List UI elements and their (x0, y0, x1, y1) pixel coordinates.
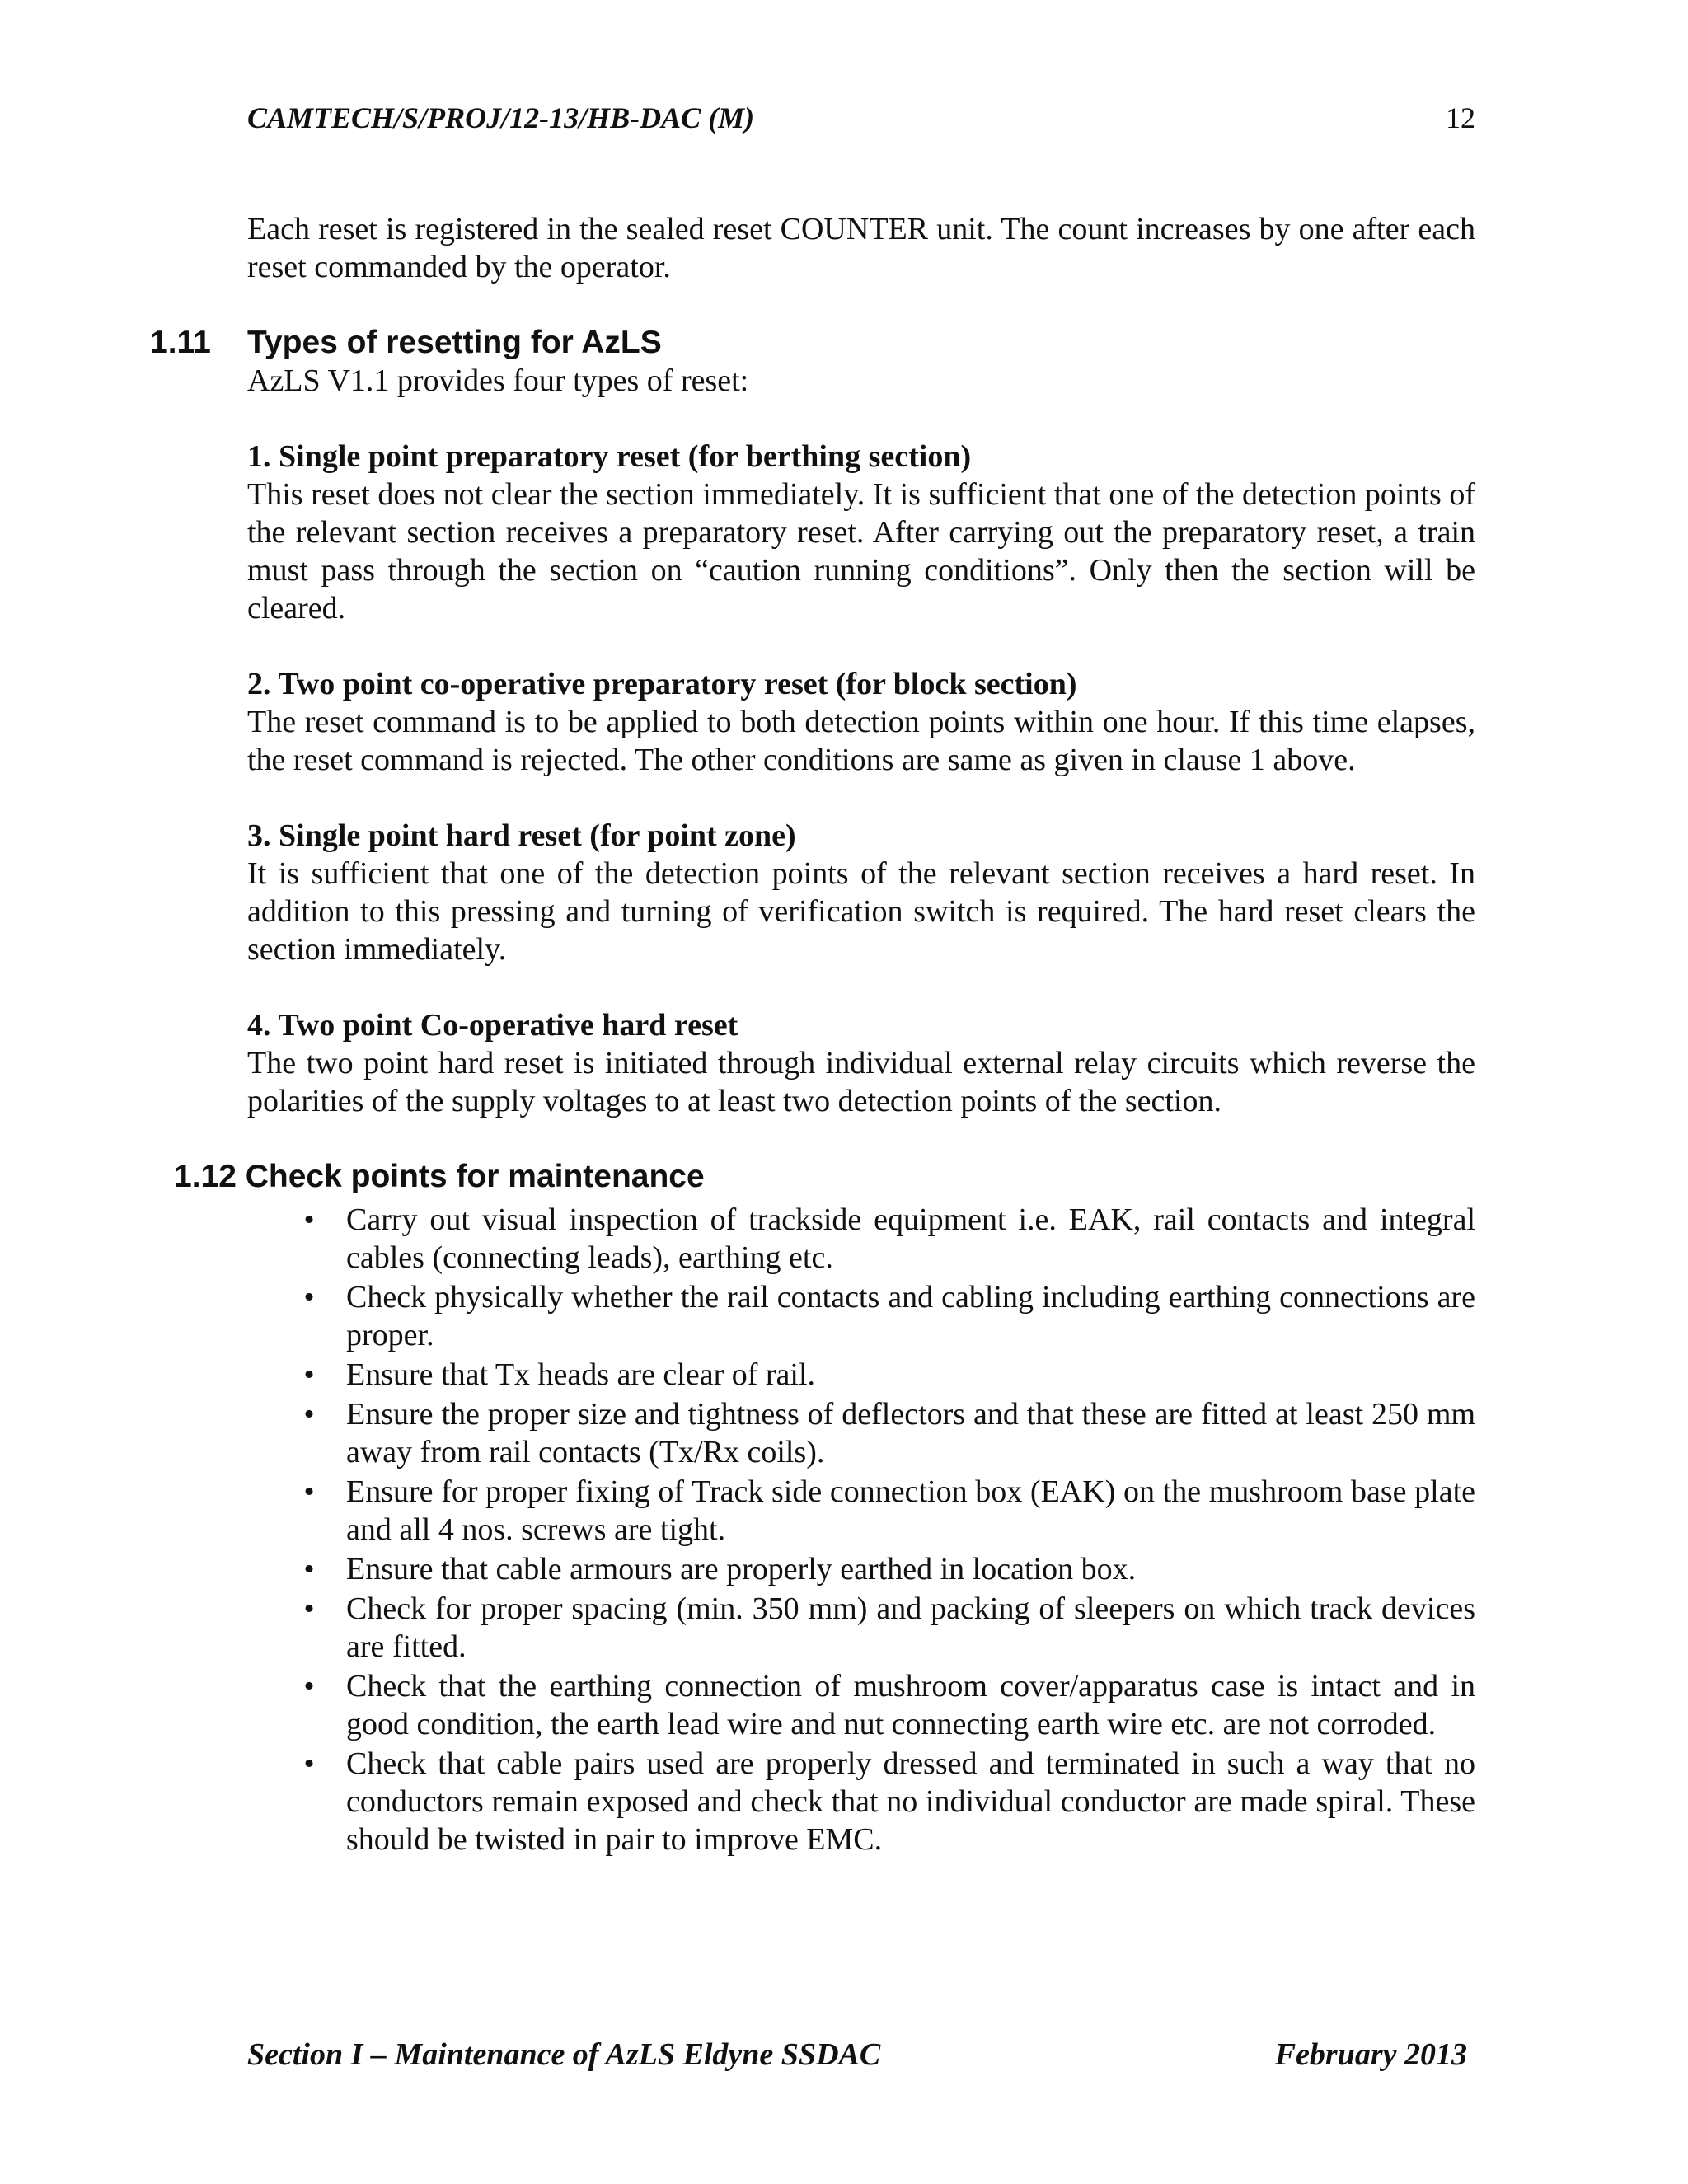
footer-date: February 2013 (1274, 2037, 1467, 2072)
bullet-icon: • (303, 1552, 315, 1586)
list-item (303, 1201, 1475, 1277)
list-item (303, 1395, 1475, 1471)
bullet-icon: • (303, 1746, 315, 1781)
list-item (303, 1473, 1475, 1549)
list-item-text: Check for proper spacing (min. 350 mm) and packing of sleepers on which track devices are fitted. (346, 1591, 1475, 1664)
bullet-icon: • (303, 1280, 315, 1315)
section-1-11-number: 1.11 (150, 325, 211, 360)
list-item (303, 1590, 1475, 1666)
document-code: CAMTECH/S/PROJ/12-13/HB-DAC (M) (247, 101, 755, 134)
list-item-text: Check that cable pairs used are properly dressed and terminated in such a way that no conductors remain exposed and check that no individual conductor are made spiral. These should be twisted in pair to improve EMC. (346, 1746, 1475, 1857)
list-item-text: Ensure the proper size and tightness of deflectors and that these are fitted at least 250 mm away from rail contacts (Tx/Rx coils). (346, 1397, 1475, 1469)
bullet-icon: • (303, 1357, 315, 1392)
list-item-text: Check physically whether the rail contacts and cabling including earthing connections are proper. (346, 1280, 1475, 1352)
list-item (303, 1550, 1475, 1588)
page-header (247, 97, 1475, 138)
list-item-text: Check that the earthing connection of mushroom cover/apparatus case is intact and in good condition, the earth lead wire and nut connecting earth wire etc. are not corroded. (346, 1669, 1475, 1741)
reset-type-2-heading: 2. Two point co-operative preparatory reset (for block section) (247, 667, 1077, 701)
section-1-11-heading (150, 324, 1475, 362)
list-item-text: Ensure that Tx heads are clear of rail. (346, 1357, 816, 1392)
bullet-icon: • (303, 1202, 315, 1237)
section-1-12-heading: 1.12 Check points for maintenance (174, 1159, 705, 1194)
list-item-text: Ensure for proper fixing of Track side connection box (EAK) on the mushroom base plate and all 4 nos. screws are tight. (346, 1474, 1475, 1547)
reset-type-3-heading: 3. Single point hard reset (for point zone) (247, 818, 796, 853)
reset-type-2-body: The reset command is to be applied to both detection points within one hour. If this time elapses, the reset command is rejected. The other conditions are same as given in clause 1 above. (247, 705, 1475, 777)
intro-paragraph: Each reset is registered in the sealed reset COUNTER unit. The count increases by one after each reset commanded by the operator. (247, 212, 1475, 284)
list-item-text: Ensure that cable armours are properly earthed in location box. (346, 1552, 1137, 1586)
list-item (303, 1278, 1475, 1354)
page-number: 12 (1446, 101, 1475, 134)
page-content (150, 210, 1475, 1860)
reset-type-4-heading: 4. Two point Co-operative hard reset (247, 1008, 738, 1043)
list-item (303, 1667, 1475, 1743)
reset-type-1-body: This reset does not clear the section immediately. It is sufficient that one of the detection points of the relevant section receives a preparatory reset. After carrying out the preparatory reset, a train must pass through the section on “caution running conditions”. Only then the section will be cleared. (247, 477, 1475, 626)
bullet-icon: • (303, 1669, 315, 1704)
list-item-text: Carry out visual inspection of trackside equipment i.e. EAK, rail contacts and integral cables (connecting leads), earthing etc. (346, 1202, 1475, 1275)
section-1-11-lead: AzLS V1.1 provides four types of reset: (247, 363, 749, 398)
page-footer (247, 2034, 1467, 2075)
section-1-11-title: Types of resetting for AzLS (247, 325, 662, 360)
list-item (303, 1745, 1475, 1858)
reset-type-4-body: The two point hard reset is initiated through individual external relay circuits which reverse the polarities of the supply voltages to at least two detection points of the section. (247, 1046, 1475, 1118)
reset-type-3-body: It is sufficient that one of the detection points of the relevant section receives a hard reset. In addition to this pressing and turning of verification switch is required. The hard reset clears the section immediately. (247, 856, 1475, 967)
maintenance-checklist (247, 1201, 1475, 1858)
reset-type-1-heading: 1. Single point preparatory reset (for berthing section) (247, 439, 972, 474)
footer-section-title: Section I – Maintenance of AzLS Eldyne SSDAC (247, 2037, 881, 2072)
bullet-icon: • (303, 1591, 315, 1626)
bullet-icon: • (303, 1474, 315, 1509)
list-item (303, 1356, 1475, 1394)
bullet-icon: • (303, 1397, 315, 1432)
